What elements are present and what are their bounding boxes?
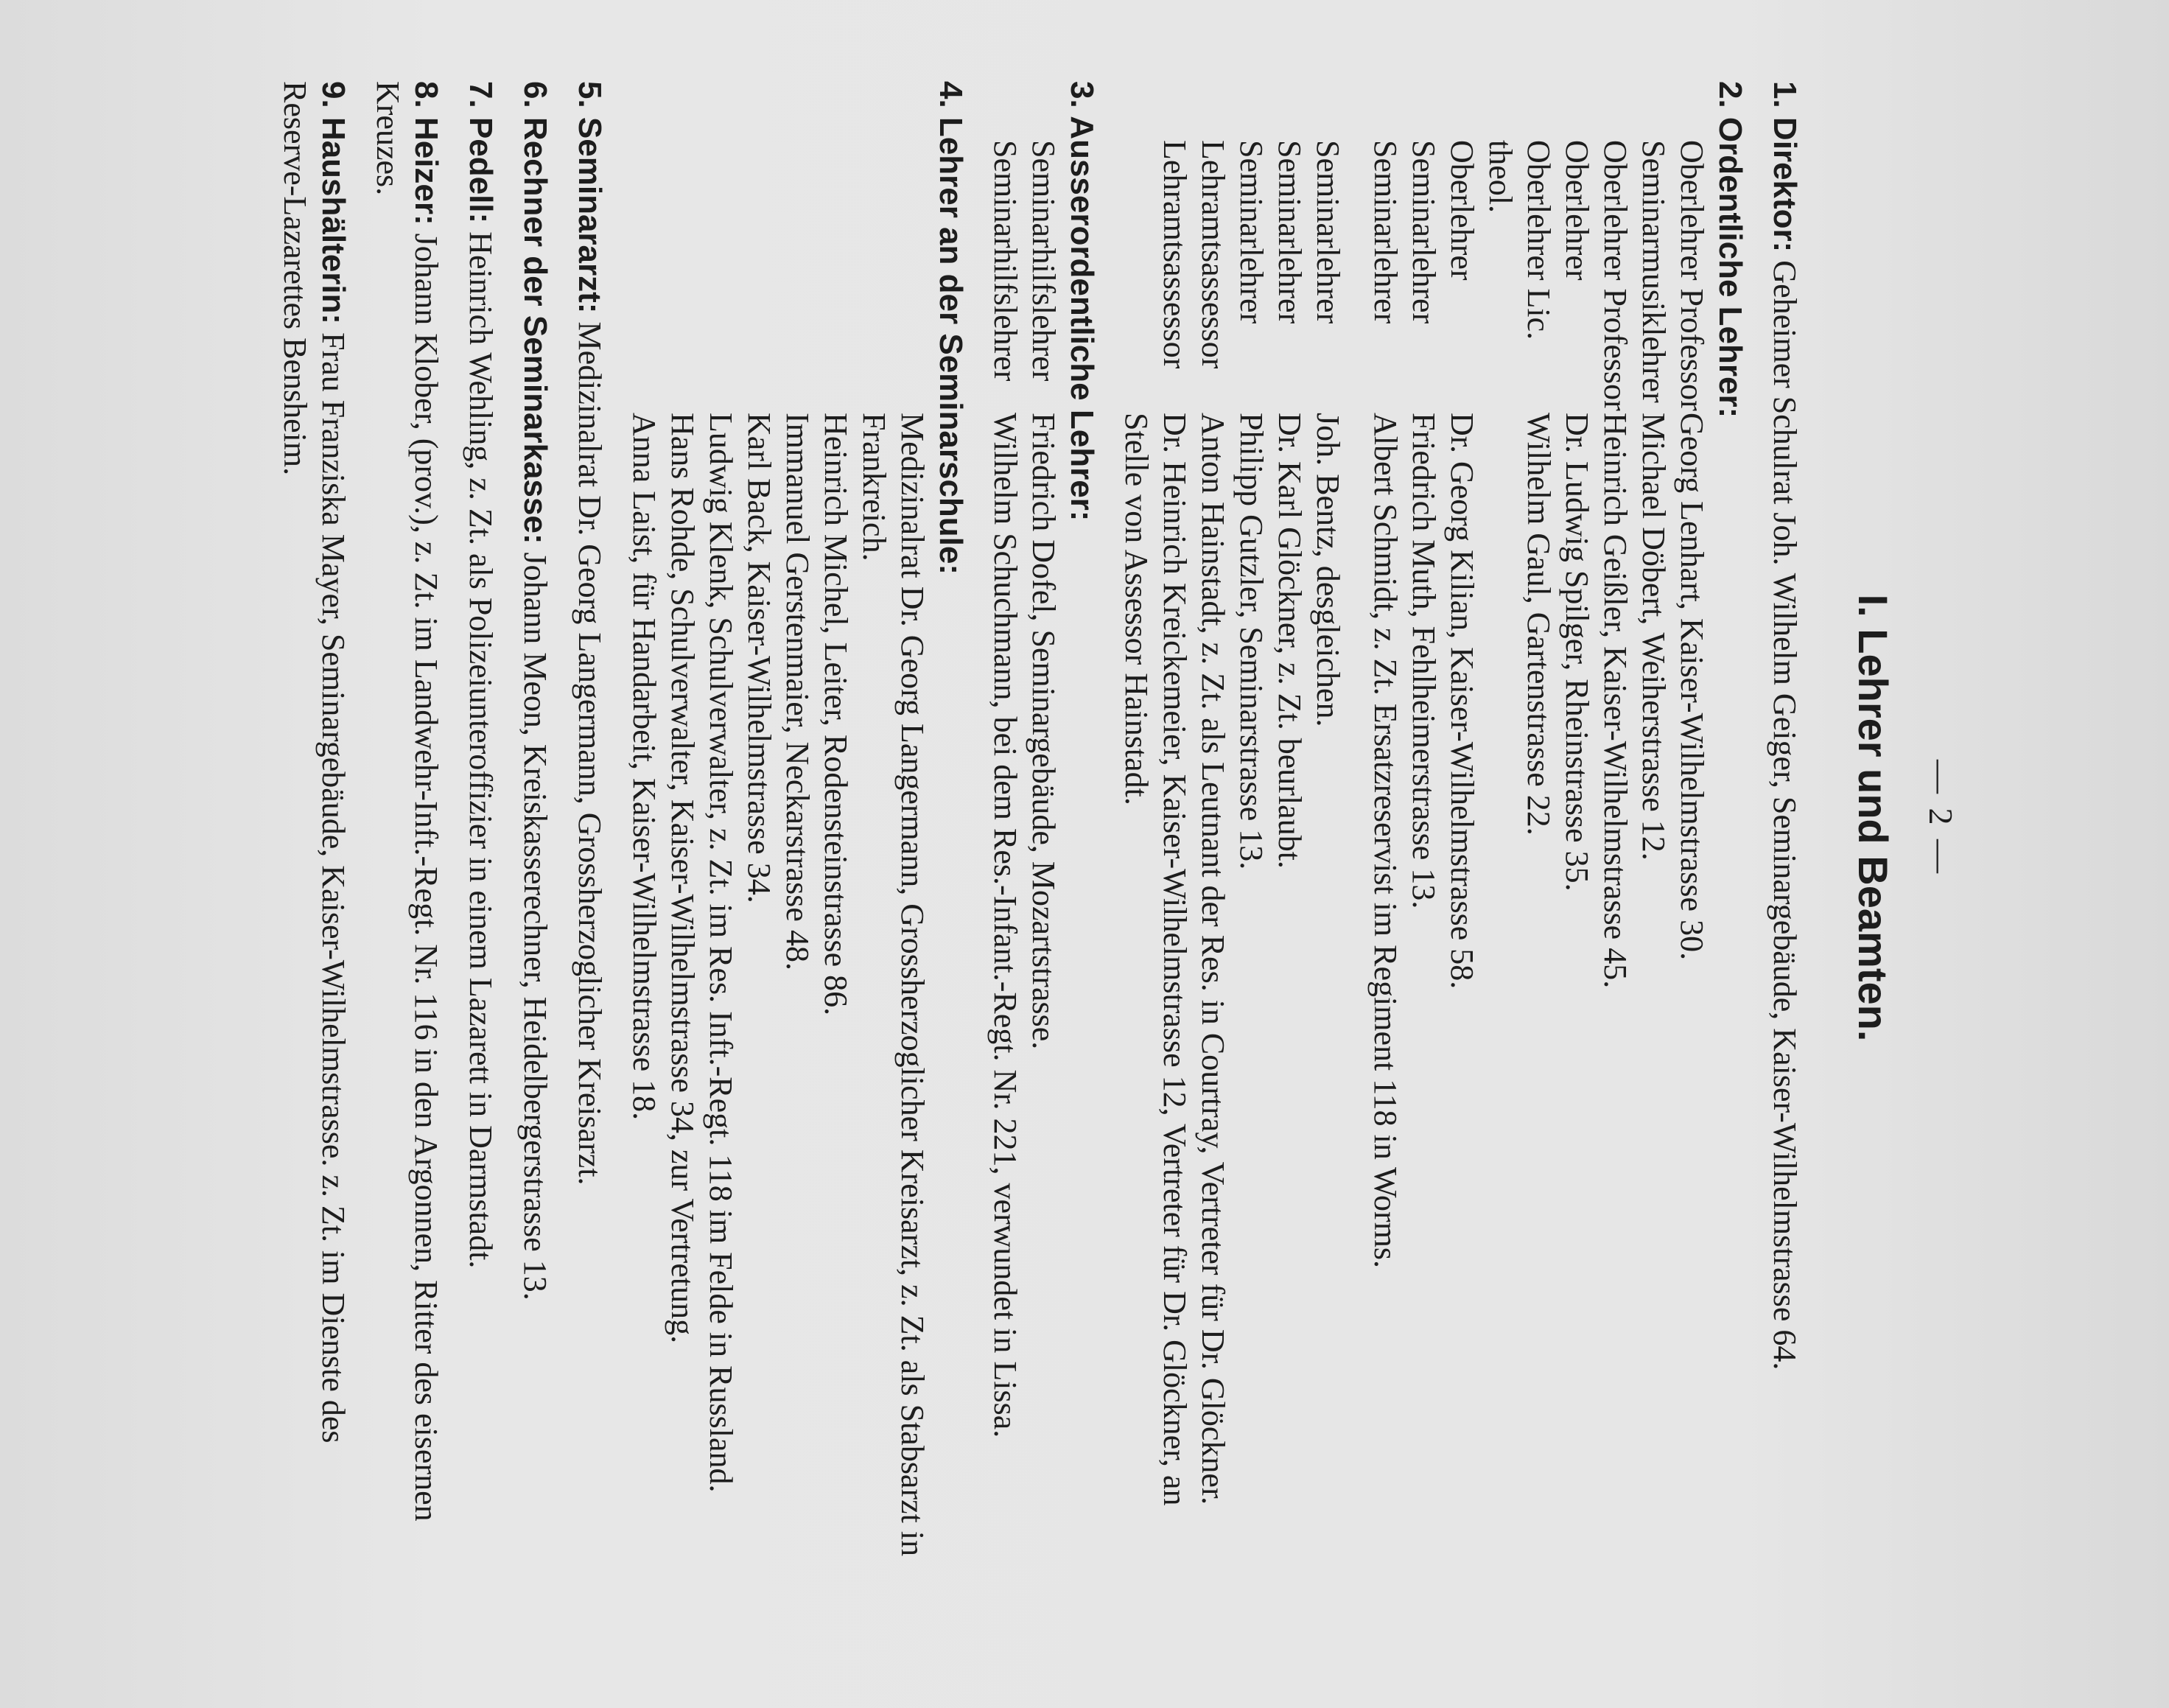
section-heading: 4. Lehrer an der Seminarschule: xyxy=(933,81,969,575)
section-heading: 7. Pedell: xyxy=(463,81,499,224)
section-rechner xyxy=(516,81,554,1562)
teacher-role: Oberlehrer xyxy=(1559,140,1595,281)
list-item xyxy=(1270,140,1308,1562)
teacher-detail: Dr. Karl Glöckner, z. Zt. beurlaubt. xyxy=(1272,413,1308,869)
list-item xyxy=(1194,140,1232,1562)
list-item xyxy=(1404,140,1443,1562)
school-teacher-line: Karl Back, Kaiser-Wilhelmstrasse 34. xyxy=(741,413,777,903)
section-heading: 2. Ordentliche Lehrer: xyxy=(1712,81,1748,419)
section-seminararzt xyxy=(570,81,609,1562)
haushaelterin-text: Frau Franziska Mayer, Seminargebäude, Kaiser-Wilhelmstrasse. z. Zt. im Dienste des Reserve-Lazarettes Bensheim. xyxy=(277,81,351,1443)
section-heading: 9. Haushälterin: xyxy=(315,81,351,325)
heizer-paragraph xyxy=(368,81,445,1562)
section-heizer xyxy=(368,81,445,1562)
list-item xyxy=(625,140,663,1562)
teacher-detail: Dr. Georg Kilian, Kaiser-Wilhelmstrasse 58. xyxy=(1444,413,1480,990)
section-pedell xyxy=(461,81,500,1562)
list-item xyxy=(1024,140,1062,1562)
teacher-role: Seminarlehrer xyxy=(1233,140,1269,324)
section-heading: 1. Direktor: xyxy=(1767,81,1803,253)
school-teacher-line: Immanuel Gerstenmaier, Neckarstrasse 48. xyxy=(779,413,816,970)
heizer-text: Johann Klober, (prov.), z. Zt. im Landwehr-Inft.-Regt. Nr. 116 in den Argonnen, Ritter des eisernen Kreuzes. xyxy=(370,81,444,1522)
teacher-role: Oberlehrer Lic. theol. xyxy=(1482,140,1557,340)
school-teacher-line: Hans Rohde, Schulverwalter, Kaiser-Wilhelmstrasse 34, zur Vertretung. xyxy=(665,413,701,1344)
haushaelterin-paragraph xyxy=(276,81,352,1562)
direktor-paragraph xyxy=(1765,81,1804,1562)
list-item xyxy=(778,140,816,1562)
teacher-detail: Heinrich Geißler, Kaiser-Wilhelmstrasse 45. xyxy=(1597,413,1633,989)
list-item xyxy=(1672,140,1711,1562)
school-teacher-line: Anna Laist, für Handarbeit, Kaiser-Wilhelmstrasse 18. xyxy=(626,413,662,1121)
list-item xyxy=(986,140,1024,1562)
teacher-detail: Anton Hainstadt, z. Zt. als Leutnant der Res. in Courtray, Vertreter für Dr. Glöckner. xyxy=(1195,413,1231,1505)
teacher-role: Seminarmusiklehrer xyxy=(1636,140,1672,403)
section-ordentliche-lehrer xyxy=(1117,81,1749,1562)
list-item xyxy=(1596,140,1634,1562)
teacher-detail: Joh. Bentz, desgleichen. xyxy=(1310,413,1346,727)
section-seminarschule xyxy=(625,81,970,1562)
document-body xyxy=(276,81,1820,1562)
section-haushaelterin xyxy=(276,81,352,1562)
teacher-detail: Wilhelm Gaul, Gartenstrasse 22. xyxy=(1521,413,1557,836)
teacher-detail: Dr. Heinrich Kreickemeier, Kaiser-Wilhelmstrasse 12, Vertreter für Dr. Glöckner, an Stelle von Assessor Hainstadt. xyxy=(1118,413,1193,1506)
list-item xyxy=(1232,140,1270,1562)
teacher-detail: Friedrich Dofel, Seminargebäude, Mozartstrasse. xyxy=(1026,413,1062,1050)
teacher-detail: Michael Döbert, Weiherstrasse 12. xyxy=(1636,413,1672,861)
teacher-detail: Wilhelm Schuchmann, bei dem Res.-Infant.-Regt. Nr. 221, verwundet in Lissa. xyxy=(987,413,1023,1438)
list-item xyxy=(855,140,931,1562)
document-page xyxy=(243,29,1960,1606)
school-teacher-line: Medizinalrat Dr. Georg Langermann, Grossherzoglicher Kreisarzt, z. Zt. als Stabsarzt in Frankreich. xyxy=(856,413,931,1557)
page-number: — 2 — xyxy=(1922,760,1960,876)
section-heading: 3. Ausserordentliche Lehrer: xyxy=(1064,81,1100,522)
list-item xyxy=(1308,140,1347,1562)
teacher-role: Oberlehrer xyxy=(1444,140,1480,281)
rechner-paragraph xyxy=(516,81,554,1562)
section-heading: 5. Seminararzt: xyxy=(572,81,608,314)
list-item xyxy=(663,140,701,1562)
list-item xyxy=(701,140,740,1562)
list-item xyxy=(1117,140,1194,1562)
section-ausserordentliche-lehrer xyxy=(986,81,1101,1562)
teacher-role: Seminarlehrer xyxy=(1272,140,1308,324)
teacher-detail: Albert Schmidt, z. Zt. Ersatzreservist im Regiment 118 in Worms. xyxy=(1367,413,1404,1269)
pedell-text: Heinrich Wehling, z. Zt. als Polizeiunteroffizier in einem Lazarett in Darmstadt. xyxy=(463,231,499,1269)
list-item xyxy=(1557,140,1596,1562)
teacher-role: Lehramtsassessor xyxy=(1195,140,1231,369)
list-item xyxy=(1634,140,1672,1562)
teacher-detail: Friedrich Muth, Fehlheimerstrasse 13. xyxy=(1406,413,1442,909)
teacher-detail: Dr. Ludwig Spilger, Rheinstrasse 35. xyxy=(1559,413,1595,892)
list-item xyxy=(1366,140,1404,1562)
school-teacher-line: Ludwig Klenk, Schulverwalter, z. Zt. im Res. Inft.-Regt. 118 im Felde in Russland. xyxy=(703,413,739,1493)
list-item xyxy=(740,140,778,1562)
spacer xyxy=(1347,81,1366,1562)
teacher-role: Seminarhilfslehrer xyxy=(987,140,1023,382)
teacher-role: Seminarlehrer xyxy=(1310,140,1346,324)
list-item xyxy=(816,140,855,1562)
list-item xyxy=(1443,140,1481,1562)
teacher-role: Oberlehrer Professor xyxy=(1674,140,1710,411)
pedell-paragraph xyxy=(461,81,500,1562)
seminararzt-text: Medizinalrat Dr. Georg Langermann, Grossherzoglicher Kreisarzt. xyxy=(572,321,608,1186)
school-teacher-line: Heinrich Michel, Leiter, Rodensteinstrasse 86. xyxy=(818,413,854,1016)
rechner-text: Johann Meon, Kreiskasserechner, Heidelbergerstrasse 13. xyxy=(517,552,553,1301)
teacher-detail: Georg Lenhart, Kaiser-Wilhelmstrasse 30. xyxy=(1674,413,1710,961)
list-item xyxy=(1481,140,1557,1562)
page-title: I. Lehrer und Beamten. xyxy=(1850,594,1896,1042)
section-direktor xyxy=(1765,81,1804,1562)
teacher-role: Oberlehrer Professor xyxy=(1597,140,1633,411)
teacher-role: Seminarlehrer xyxy=(1367,140,1404,324)
teacher-role: Lehramtsassessor xyxy=(1157,140,1193,369)
section-heading: 6. Rechner der Seminarkasse: xyxy=(517,81,553,545)
direktor-text: Geheimer Schulrat Joh. Wilhelm Geiger, Seminargebäude, Kaiser-Wilhelmstrasse 64. xyxy=(1767,260,1803,1371)
teacher-role: Seminarlehrer xyxy=(1406,140,1442,324)
section-heading: 8. Heizer: xyxy=(408,81,444,225)
seminararzt-paragraph xyxy=(570,81,609,1562)
teacher-role: Seminarhilfslehrer xyxy=(1026,140,1062,382)
teacher-detail: Philipp Gutzler, Seminarstrasse 13. xyxy=(1233,413,1269,870)
